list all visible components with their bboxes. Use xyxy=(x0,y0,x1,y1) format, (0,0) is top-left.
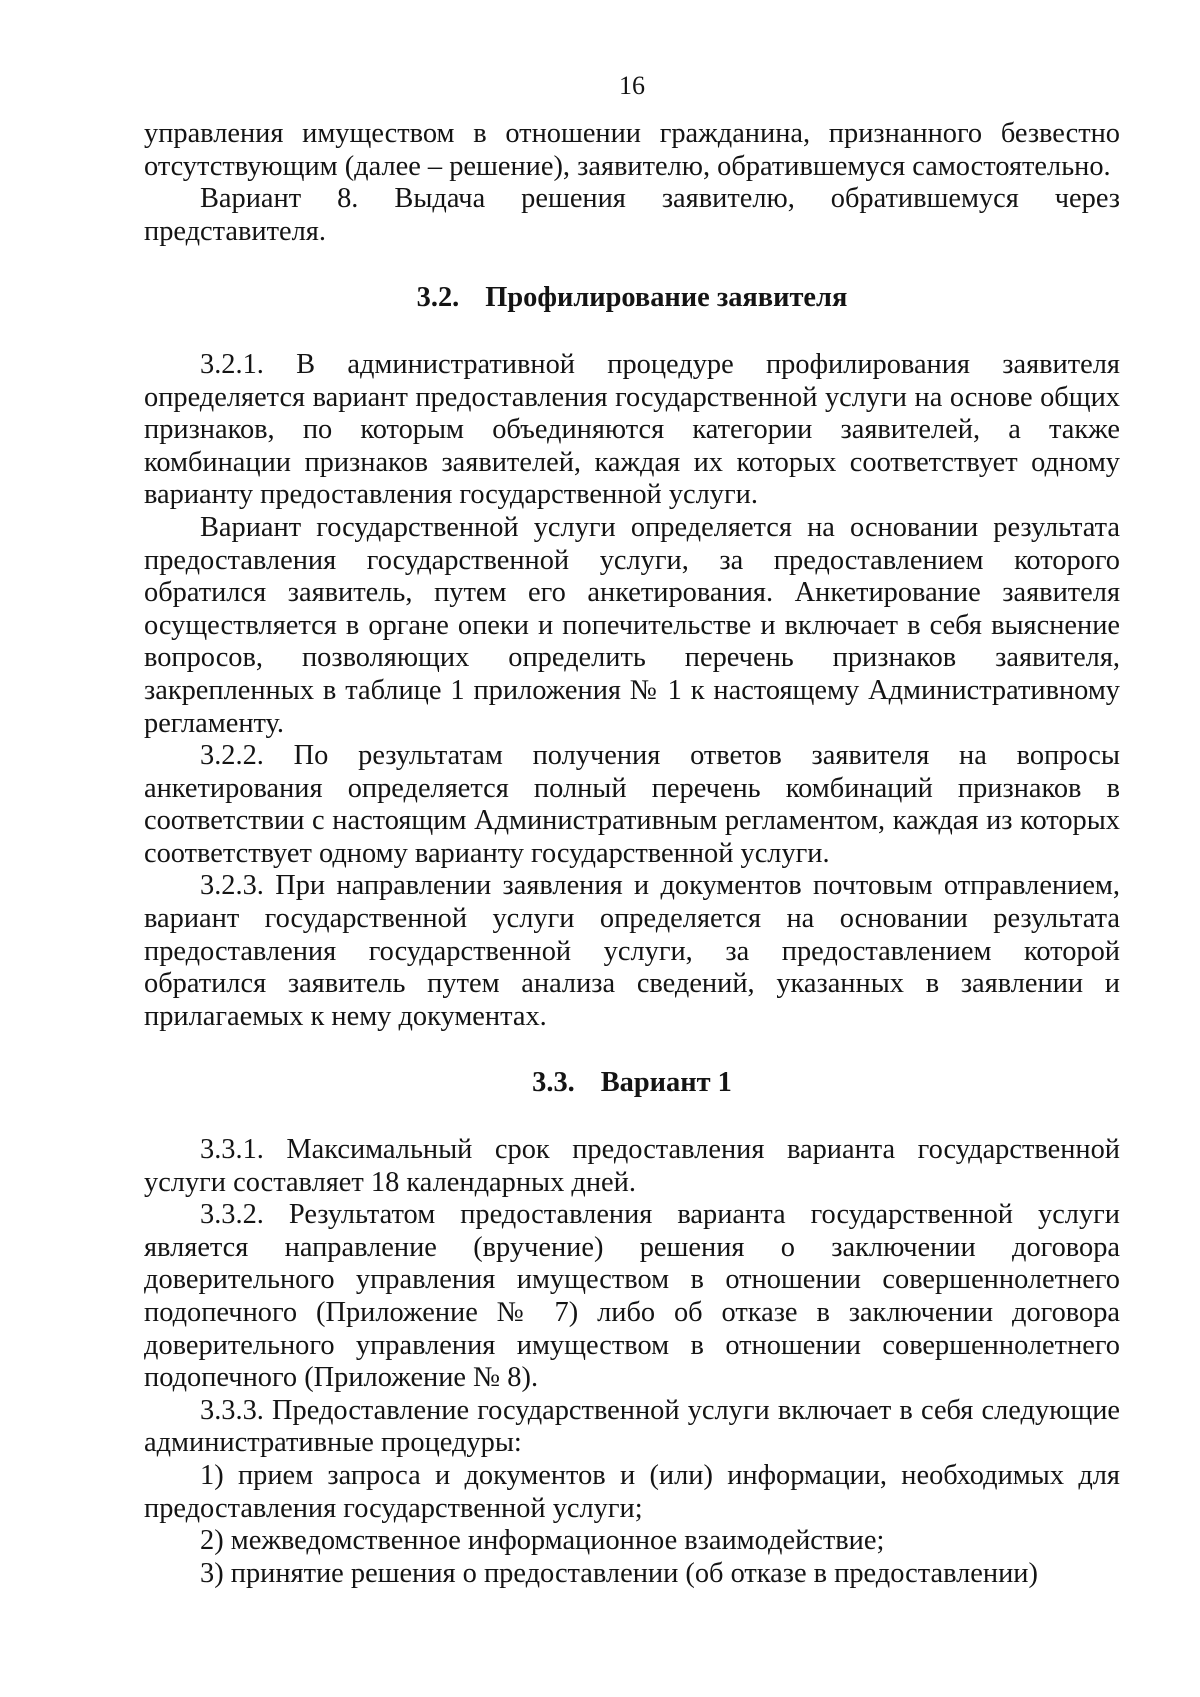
section-3-3-number: 3.3. xyxy=(532,1067,575,1099)
variant-8-paragraph: Вариант 8. Выдача решения заявителю, обратившемуся через представителя. xyxy=(144,183,1120,247)
paragraph-3-3-1: 3.3.1. Максимальный срок предоставления варианта государственной услуги составляет 18 календарных дней. xyxy=(144,1134,1120,1198)
list-item-2: 2) межведомственное информационное взаимодействие; xyxy=(200,1525,885,1557)
paragraph-3-3-2: 3.3.2. Результатом предоставления варианта государственной услуги является направление (вручение) решения о заключении договора доверительного управления имуществом в отношении совершеннолетнего подопечного (Приложение № 7) либо об отказе в заключении договора доверительного управления имуществом в отношении совершеннолетнего подопечного (Приложение № 8). xyxy=(144,1199,1120,1394)
section-3-2-title: Профилирование заявителя xyxy=(485,282,848,314)
intro-continuation-paragraph: управления имуществом в отношении гражданина, признанного безвестно отсутствующим (далее – решение), заявителю, обратившемуся самостоятельно. xyxy=(144,118,1120,182)
list-item-3: 3) принятие решения о предоставлении (об отказе в предоставлении) xyxy=(200,1557,1038,1589)
paragraph-3-2-2: 3.2.2. По результатам получения ответов заявителя на вопросы анкетирования определяется полный перечень комбинаций признаков в соответствии с настоящим Административным регламентом, каждая из которых соответствует одному варианту государственной услуги. xyxy=(144,740,1120,869)
section-3-2-heading xyxy=(144,282,1120,315)
list-item-1: 1) прием запроса и документов и (или) информации, необходимых для предоставления государственной услуги; xyxy=(144,1459,1120,1524)
section-3-3-title: Вариант 1 xyxy=(600,1067,732,1099)
section-3-2-number: 3.2. xyxy=(416,282,460,314)
paragraph-3-2-1: 3.2.1. В административной процедуре профилирования заявителя определяется вариант предоставления государственной услуги на основе общих признаков, по которым объединяются категории заявителей, а также комбинации признаков заявителей, каждая их которых соответствует одному варианту предоставления государственной услуги. xyxy=(144,348,1120,511)
page-number: 16 xyxy=(619,71,645,100)
section-3-3-heading xyxy=(144,1067,1120,1100)
paragraph-3-2-3: 3.2.3. При направлении заявления и документов почтовым отправлением, вариант государственной услуги определяется на основании результата предоставления государственной услуги, за предоставлением которой обратился заявитель путем анализа сведений, указанных в заявлении и прилагаемых к нему документах. xyxy=(144,870,1120,1032)
text-flow xyxy=(144,118,1120,1590)
paragraph-variant-determination: Вариант государственной услуги определяется на основании результата предоставления государственной услуги, за предоставлением которого обратился заявитель, путем его анкетирования. Анкетирование заявителя осуществляется в органе опеки и попечительстве и включает в себя выяснение вопросов, позволяющих определить перечень признаков заявителя, закрепленных в таблице 1 приложения № 1 к настоящему Административному регламенту. xyxy=(144,511,1120,739)
paragraph-3-3-3: 3.3.3. Предоставление государственной услуги включает в себя следующие административные процедуры: xyxy=(144,1394,1120,1459)
